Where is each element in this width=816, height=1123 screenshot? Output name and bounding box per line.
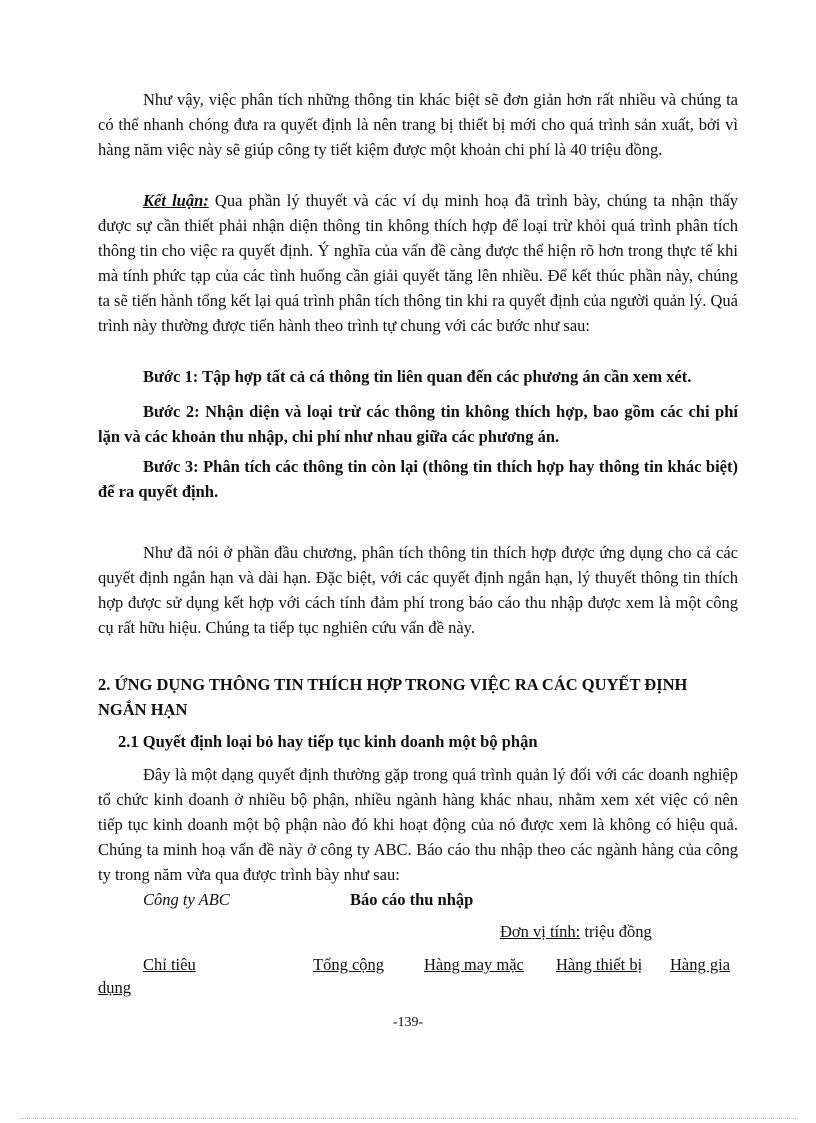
report-unit — [500, 922, 652, 942]
step-1: Bước 1: Tập hợp tất cả cá thông tin liên quan đến các phương án cần xem xét. — [143, 367, 692, 386]
paragraph-savings: Như vậy, việc phân tích những thông tin khác biệt sẽ đơn giản hơn rất nhiều và chúng ta có thể nhanh chóng đưa ra quyết định là nên trang bị thiết bị mới cho quá trình sản xuất, bởi vì hàng năm việc này sẽ giúp công ty tiết kiệm được một khoản chi phí là 40 triệu đồng. — [98, 90, 738, 159]
page-bottom-divider — [20, 1118, 796, 1119]
page-number: -139- — [392, 1015, 424, 1030]
paragraph-conclusion — [98, 188, 738, 338]
step-3: Bước 3: Phân tích các thông tin còn lại (thông tin thích hợp hay thông tin khác biệt) để ra quyết định. — [98, 457, 738, 501]
report-title: Báo cáo thu nhập — [350, 890, 474, 909]
conclusion-text: Qua phần lý thuyết và các ví dụ minh hoạ đã trình bày, chúng ta nhận thấy được sự cần thiết phải nhận diện thông tin không thích hợp để loại trừ khỏi quá trình phân tích thông tin cho việc ra quyết định. Ý nghĩa của vấn đề càng được thể hiện rõ hơn trong thực tế khi mà tính phức tạp của các tình huống cần giải quyết tăng lên nhiều. Để kết thúc phần này, chúng ta sẽ tiến hành tổng kết lại quá trình phân tích thông tin khi ra quyết định của người quản lý. Quá trình này thường được tiến hành theo trình tự chung với các bước như sau: — [98, 191, 738, 335]
column-header-indicator: Chỉ tiêu — [143, 955, 196, 974]
column-header-household: Hàng gia — [670, 955, 731, 974]
subsection-heading: 2.1 Quyết định loại bỏ hay tiếp tục kinh doanh một bộ phận — [118, 732, 538, 751]
unit-label: Đơn vị tính: — [500, 922, 581, 941]
section-heading: 2. ỨNG DỤNG THÔNG TIN THÍCH HỢP TRONG VIỆC RA CÁC QUYẾT ĐỊNH NGẮN HẠN — [98, 675, 688, 719]
column-header-apparel: Hàng may mặc — [424, 955, 524, 974]
paragraph-abc-company: Đây là một dạng quyết định thường gặp trong quá trình quản lý đối với các doanh nghiệp tổ chức kinh doanh ở nhiều bộ phận, nhiều ngành hàng khác nhau, nhằm xem xét việc có nên tiếp tục kinh doanh một bộ phận nào đó khi hoạt động của nó được xem là không có hiệu quả. Chúng ta minh hoạ vấn đề này ở công ty ABC. Báo cáo thu nhập theo các ngành hàng của công ty trong năm vừa qua được trình bày như sau: — [98, 765, 738, 884]
column-header-household-wrap: dụng — [98, 978, 131, 997]
unit-value: triệu đồng — [580, 922, 652, 941]
step-2: Bước 2: Nhận diện và loại trừ các thông tin không thích hợp, bao gồm các chi phí lặn và các khoản thu nhập, chi phí như nhau giữa các phương án. — [98, 402, 738, 446]
column-header-total: Tổng cộng — [313, 955, 385, 974]
column-header-equipment: Hàng thiết bị — [556, 955, 643, 974]
report-company: Công ty ABC — [143, 890, 230, 909]
paragraph-intro-short-term: Như đã nói ở phần đầu chương, phân tích thông tin thích hợp được ứng dụng cho cả các quyết định ngắn hạn và dài hạn. Đặc biệt, với các quyết định ngắn hạn, lý thuyết thông tin thích hợp được sử dụng kết hợp với cách tính đảm phí trong báo cáo thu nhập được xem là một công cụ rất hữu hiệu. Chúng ta tiếp tục nghiên cứu vấn đề này. — [98, 543, 738, 637]
conclusion-label: Kết luận: — [143, 191, 209, 210]
